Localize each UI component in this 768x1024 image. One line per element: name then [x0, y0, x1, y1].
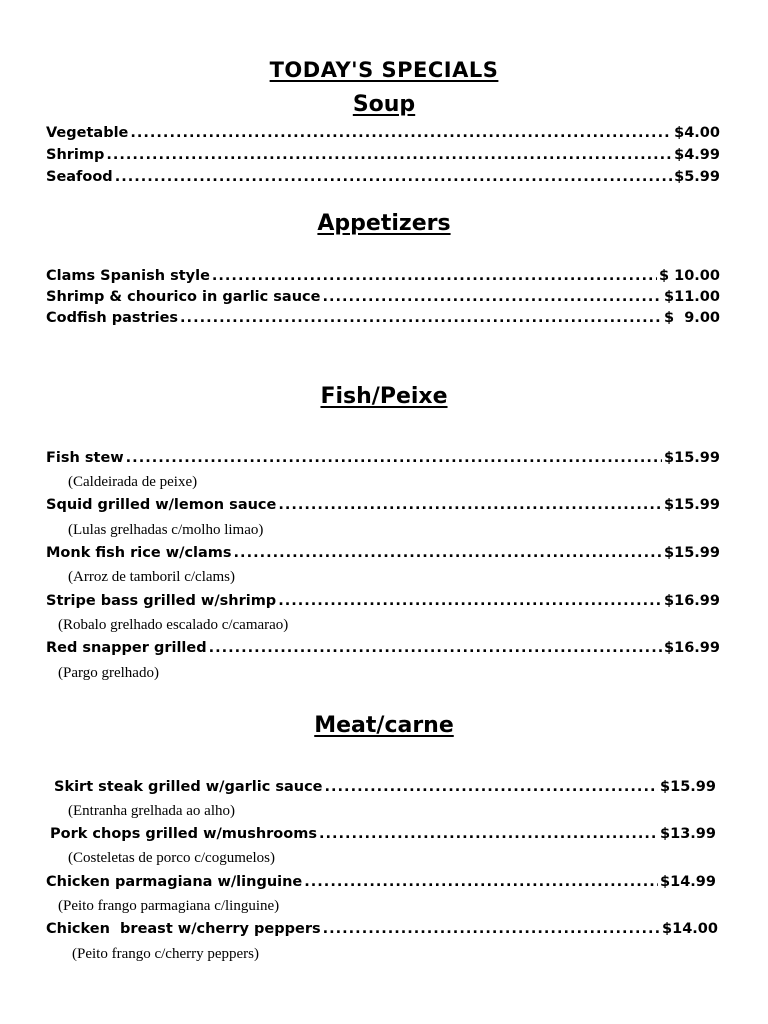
- item-description: (Peito frango parmagiana c/linguine): [58, 898, 280, 914]
- item-price: $15.99: [664, 450, 720, 466]
- item-price: $16.99: [664, 593, 720, 609]
- section-title-meat: Meat/carne: [314, 713, 454, 738]
- leader-dots: [325, 779, 659, 795]
- menu-item: [46, 545, 720, 565]
- item-price: $14.99: [660, 874, 716, 890]
- item-name: Seafood: [46, 169, 113, 185]
- menu-item: [54, 779, 716, 799]
- leader-dots: [115, 169, 672, 185]
- item-name: Monk fish rice w/clams: [46, 545, 232, 561]
- item-price: $15.99: [664, 545, 720, 561]
- item-price: $14.00: [662, 921, 718, 937]
- item-description: (Peito frango c/cherry peppers): [72, 946, 260, 962]
- menu-item: [46, 640, 720, 660]
- menu-item: [46, 310, 720, 330]
- leader-dots: [180, 310, 662, 326]
- leader-dots: [323, 921, 660, 937]
- item-name: Shrimp & chourico in garlic sauce: [46, 289, 321, 305]
- item-price: $ 9.00: [664, 310, 720, 326]
- section-title-appetizers: Appetizers: [317, 211, 451, 236]
- item-name: Vegetable: [46, 125, 129, 141]
- menu-item: [50, 826, 716, 846]
- item-name: Chicken parmagiana w/linguine: [46, 874, 303, 890]
- item-price: $11.00: [664, 289, 720, 305]
- menu-item: [46, 125, 720, 145]
- item-description: (Entranha grelhada ao alho): [68, 803, 235, 819]
- item-price: $ 10.00: [658, 268, 720, 284]
- section-title-soup: Soup: [352, 92, 416, 117]
- leader-dots: [212, 268, 657, 284]
- item-price: $15.99: [660, 779, 716, 795]
- leader-dots: [234, 545, 662, 561]
- menu-item: [46, 593, 720, 613]
- item-description: (Pargo grelhado): [58, 665, 159, 681]
- item-name: Codfish pastries: [46, 310, 179, 326]
- item-description: (Arroz de tamboril c/clams): [68, 569, 236, 585]
- leader-dots: [106, 147, 672, 163]
- item-name: Shrimp: [46, 147, 105, 163]
- item-name: Fish stew: [46, 450, 124, 466]
- item-name: Pork chops grilled w/mushrooms: [50, 826, 317, 842]
- leader-dots: [278, 593, 662, 609]
- menu-item: [46, 921, 718, 941]
- item-name: Squid grilled w/lemon sauce: [46, 497, 277, 513]
- item-price: $13.99: [660, 826, 716, 842]
- item-description: (Caldeirada de peixe): [68, 474, 198, 490]
- section-title-fish: Fish/Peixe: [320, 384, 448, 409]
- item-price: $5.99: [674, 169, 720, 185]
- leader-dots: [278, 497, 662, 513]
- menu-item: [46, 450, 720, 470]
- page-title: TODAY'S SPECIALS: [269, 58, 499, 82]
- item-name: Chicken breast w/cherry peppers: [46, 921, 321, 937]
- item-price: $4.00: [674, 125, 720, 141]
- leader-dots: [322, 289, 662, 305]
- menu-item: [46, 497, 720, 517]
- leader-dots: [209, 640, 662, 656]
- item-name: Skirt steak grilled w/garlic sauce: [54, 779, 323, 795]
- menu-item: [46, 874, 716, 894]
- menu-item: [46, 147, 720, 167]
- item-name: Red snapper grilled: [46, 640, 207, 656]
- leader-dots: [319, 826, 658, 842]
- menu-item: [46, 268, 720, 288]
- leader-dots: [304, 874, 658, 890]
- item-price: $4.99: [674, 147, 720, 163]
- item-description: (Lulas grelhadas c/molho limao): [68, 522, 264, 538]
- leader-dots: [130, 125, 672, 141]
- item-name: Stripe bass grilled w/shrimp: [46, 593, 277, 609]
- item-name: Clams Spanish style: [46, 268, 210, 284]
- item-description: (Costeletas de porco c/cogumelos): [68, 850, 276, 866]
- menu-item: [46, 169, 720, 189]
- menu-item: [46, 289, 720, 309]
- leader-dots: [126, 450, 662, 466]
- item-price: $15.99: [664, 497, 720, 513]
- item-description: (Robalo grelhado escalado c/camarao): [58, 617, 289, 633]
- item-price: $16.99: [664, 640, 720, 656]
